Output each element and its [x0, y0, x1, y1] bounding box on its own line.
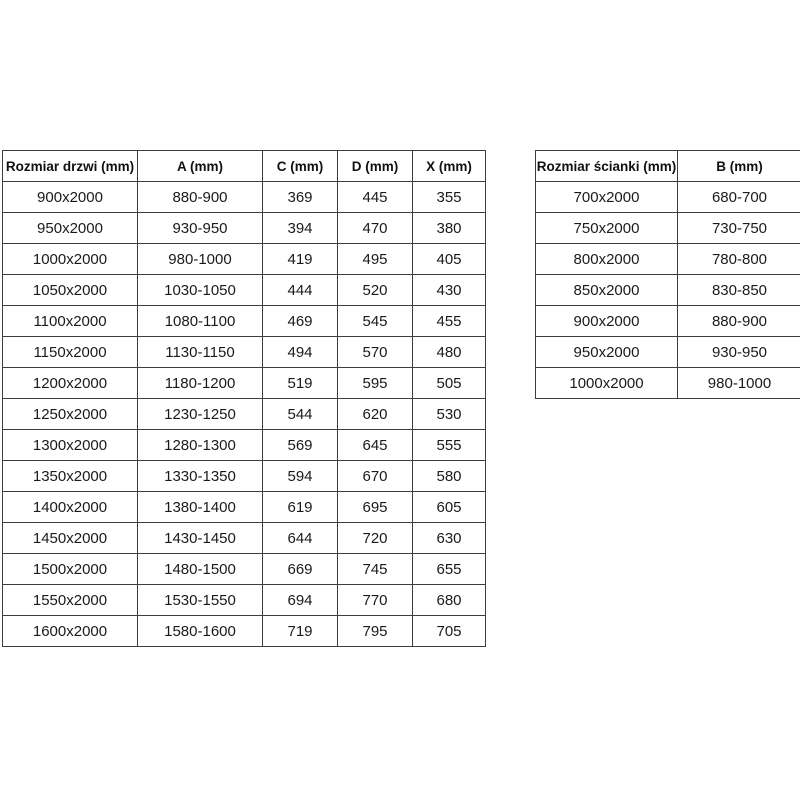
table-row — [3, 306, 486, 337]
cell: 670 — [338, 461, 413, 492]
cell: 470 — [338, 213, 413, 244]
cell: 645 — [338, 430, 413, 461]
table-row — [536, 182, 800, 213]
column-header: C (mm) — [263, 151, 338, 182]
cell: 1000x2000 — [536, 368, 678, 399]
column-header: Rozmiar drzwi (mm) — [3, 151, 138, 182]
column-header: X (mm) — [413, 151, 486, 182]
cell: 700x2000 — [536, 182, 678, 213]
cell: 950x2000 — [536, 337, 678, 368]
cell: 619 — [263, 492, 338, 523]
table-row — [3, 182, 486, 213]
cell: 705 — [413, 616, 486, 647]
cell: 669 — [263, 554, 338, 585]
cell: 1280-1300 — [138, 430, 263, 461]
cell: 480 — [413, 337, 486, 368]
cell: 1080-1100 — [138, 306, 263, 337]
cell: 494 — [263, 337, 338, 368]
column-header: A (mm) — [138, 151, 263, 182]
table-row — [3, 554, 486, 585]
cell: 795 — [338, 616, 413, 647]
cell: 1030-1050 — [138, 275, 263, 306]
cell: 530 — [413, 399, 486, 430]
cell: 644 — [263, 523, 338, 554]
cell: 830-850 — [678, 275, 800, 306]
cell: 1380-1400 — [138, 492, 263, 523]
cell: 594 — [263, 461, 338, 492]
cell: 520 — [338, 275, 413, 306]
cell: 1250x2000 — [3, 399, 138, 430]
cell: 1050x2000 — [3, 275, 138, 306]
cell: 1130-1150 — [138, 337, 263, 368]
cell: 380 — [413, 213, 486, 244]
cell: 505 — [413, 368, 486, 399]
cell: 405 — [413, 244, 486, 275]
cell: 419 — [263, 244, 338, 275]
cell: 369 — [263, 182, 338, 213]
table-row — [3, 213, 486, 244]
cell: 1580-1600 — [138, 616, 263, 647]
cell: 980-1000 — [138, 244, 263, 275]
cell: 800x2000 — [536, 244, 678, 275]
cell: 555 — [413, 430, 486, 461]
cell: 1200x2000 — [3, 368, 138, 399]
cell: 1500x2000 — [3, 554, 138, 585]
cell: 770 — [338, 585, 413, 616]
cell: 545 — [338, 306, 413, 337]
cell: 1350x2000 — [3, 461, 138, 492]
wall-panel-dimensions-table — [535, 150, 800, 399]
cell: 519 — [263, 368, 338, 399]
cell: 1000x2000 — [3, 244, 138, 275]
table-row — [536, 337, 800, 368]
cell: 719 — [263, 616, 338, 647]
cell: 850x2000 — [536, 275, 678, 306]
cell: 1530-1550 — [138, 585, 263, 616]
door-dimensions-table — [2, 150, 486, 647]
table-row — [3, 337, 486, 368]
cell: 655 — [413, 554, 486, 585]
cell: 900x2000 — [536, 306, 678, 337]
cell: 430 — [413, 275, 486, 306]
cell: 730-750 — [678, 213, 800, 244]
cell: 980-1000 — [678, 368, 800, 399]
table-row — [3, 616, 486, 647]
table-row — [3, 430, 486, 461]
column-header: Rozmiar ścianki (mm) — [536, 151, 678, 182]
cell: 444 — [263, 275, 338, 306]
wall-table-header-row — [536, 151, 800, 182]
table-row — [3, 244, 486, 275]
cell: 880-900 — [138, 182, 263, 213]
table-row — [536, 368, 800, 399]
cell: 750x2000 — [536, 213, 678, 244]
table-row — [3, 275, 486, 306]
cell: 469 — [263, 306, 338, 337]
cell: 1180-1200 — [138, 368, 263, 399]
cell: 745 — [338, 554, 413, 585]
cell: 950x2000 — [3, 213, 138, 244]
column-header: B (mm) — [678, 151, 800, 182]
cell: 1550x2000 — [3, 585, 138, 616]
cell: 1150x2000 — [3, 337, 138, 368]
cell: 1450x2000 — [3, 523, 138, 554]
table-row — [3, 492, 486, 523]
table-row — [3, 461, 486, 492]
cell: 455 — [413, 306, 486, 337]
cell: 680 — [413, 585, 486, 616]
cell: 580 — [413, 461, 486, 492]
table-row — [536, 275, 800, 306]
door-table-header-row — [3, 151, 486, 182]
cell: 495 — [338, 244, 413, 275]
cell: 694 — [263, 585, 338, 616]
cell: 544 — [263, 399, 338, 430]
cell: 680-700 — [678, 182, 800, 213]
cell: 569 — [263, 430, 338, 461]
cell: 1330-1350 — [138, 461, 263, 492]
table-row — [3, 399, 486, 430]
cell: 880-900 — [678, 306, 800, 337]
cell: 355 — [413, 182, 486, 213]
cell: 1300x2000 — [3, 430, 138, 461]
table-row — [3, 368, 486, 399]
column-header: D (mm) — [338, 151, 413, 182]
cell: 780-800 — [678, 244, 800, 275]
cell: 1400x2000 — [3, 492, 138, 523]
cell: 1230-1250 — [138, 399, 263, 430]
cell: 720 — [338, 523, 413, 554]
table-row — [536, 244, 800, 275]
cell: 695 — [338, 492, 413, 523]
cell: 1480-1500 — [138, 554, 263, 585]
cell: 595 — [338, 368, 413, 399]
cell: 445 — [338, 182, 413, 213]
cell: 620 — [338, 399, 413, 430]
table-row — [536, 306, 800, 337]
table-row — [3, 523, 486, 554]
cell: 605 — [413, 492, 486, 523]
cell: 930-950 — [138, 213, 263, 244]
cell: 394 — [263, 213, 338, 244]
cell: 1430-1450 — [138, 523, 263, 554]
cell: 630 — [413, 523, 486, 554]
table-row — [3, 585, 486, 616]
cell: 930-950 — [678, 337, 800, 368]
cell: 900x2000 — [3, 182, 138, 213]
cell: 1100x2000 — [3, 306, 138, 337]
table-row — [536, 213, 800, 244]
cell: 1600x2000 — [3, 616, 138, 647]
cell: 570 — [338, 337, 413, 368]
